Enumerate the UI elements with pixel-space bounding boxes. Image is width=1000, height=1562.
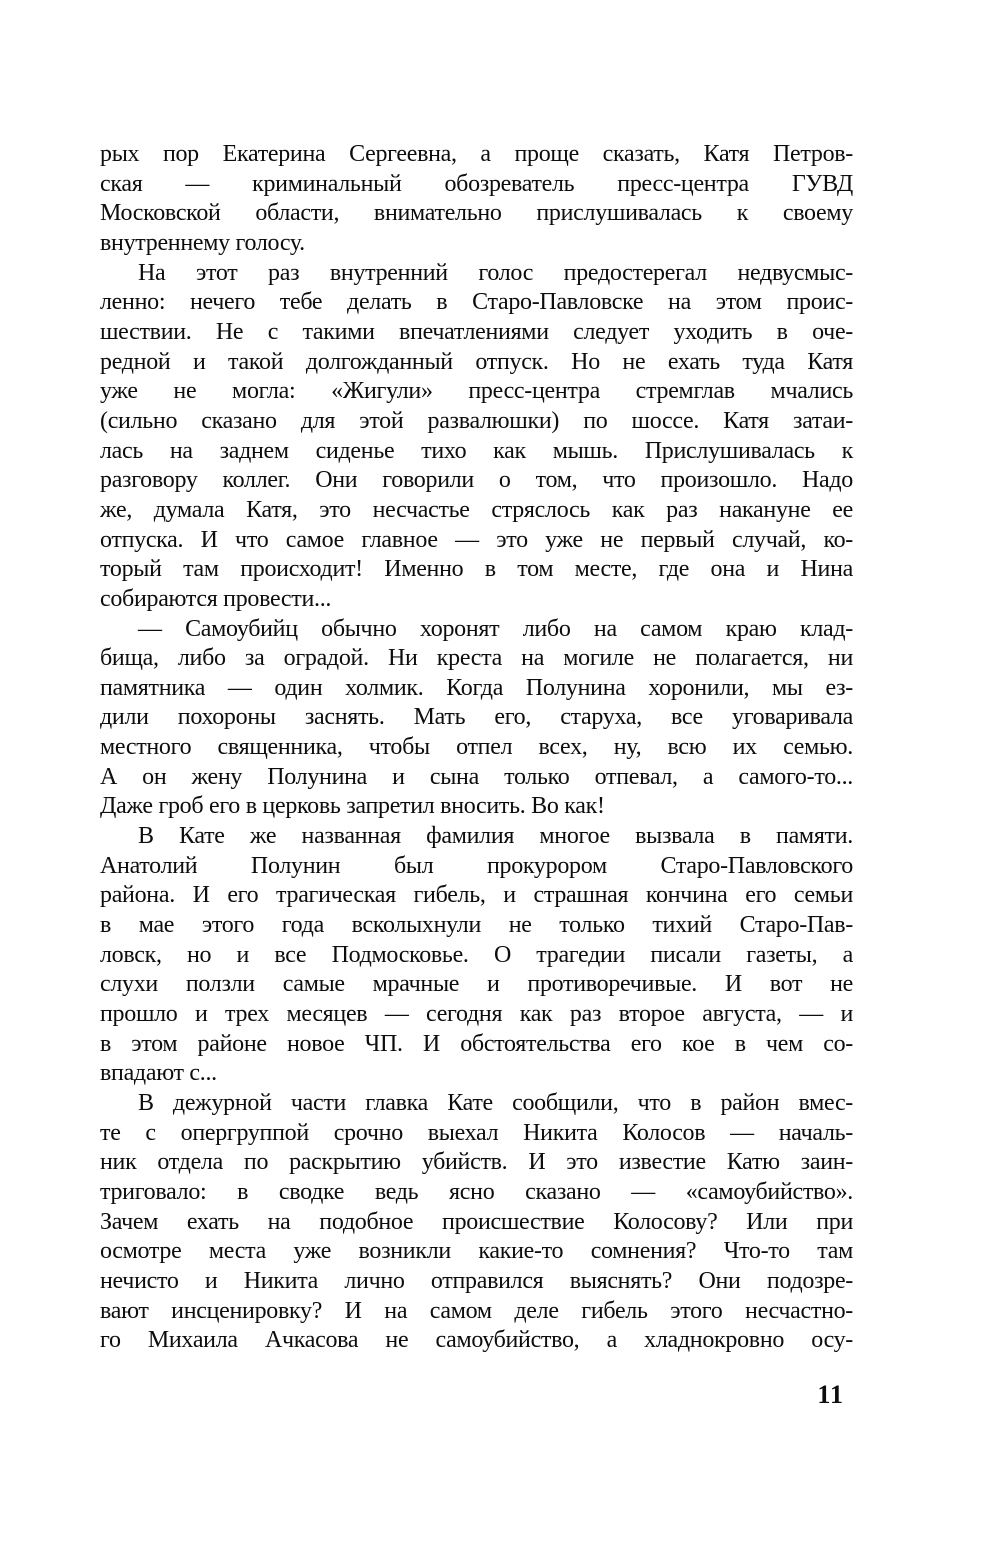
text-line: же, думала Катя, это несчастье стряслось как раз накануне ее [100,496,853,523]
text-line: ник отдела по раскрытию убийств. И это известие Катю заин- [100,1149,853,1176]
text-line: слухи ползли самые мрачные и противоречивые. И вот не [100,971,853,998]
text-line: На этот раз внутренний голос предостерегал недвусмыс- [138,259,853,286]
text-line: памятника — один холмик. Когда Полунина хоронили, мы ез- [100,674,853,701]
text-line: осмотре места уже возникли какие-то сомнения? Что-то там [100,1238,853,1265]
text-line: уже не могла: «Жигули» пресс-центра стремглав мчались [100,378,853,405]
text-line: прошло и трех месяцев — сегодня как раз второе августа, — и [100,1001,853,1028]
text-line: внутреннему голосу. [100,229,305,256]
text-line: Даже гроб его в церковь запретил вносить. Во как! [100,793,605,820]
text-line: рых пор Екатерина Сергеевна, а проще сказать, Катя Петров- [100,141,853,167]
text-line: (сильно сказано для этой развалюшки) по шоссе. Катя затаи- [100,407,853,434]
text-line: отпуска. И что самое главное — это уже не первый случай, ко- [100,526,853,553]
text-line: Зачем ехать на подобное происшествие Колосову? Или при [100,1208,853,1235]
text-line: Анатолий Полунин был прокурором Старо-Павловского [100,852,853,879]
text-line: ловск, но и все Подмосковье. О трагедии писали газеты, а [100,941,853,968]
text-line: В дежурной части главка Кате сообщили, что в район вмес- [138,1090,853,1116]
text-line: бища, либо за оградой. Ни креста на могиле не полагается, ни [100,645,853,672]
text-line: местного священника, чтобы отпел всех, ну, всю их семью. [100,734,853,761]
text-line: шествии. Не с такими впечатлениями следует уходить в оче- [100,318,853,345]
text-line: те с опергруппой срочно выехал Никита Колосов — началь- [100,1119,853,1146]
text-line: В Кате же названная фамилия многое вызвала в памяти. [138,823,853,850]
text-line: редной и такой долгожданный отпуск. Но не ехать туда Катя [100,348,853,375]
text-line: ская — криминальный обозреватель пресс-центра ГУВД [100,170,853,197]
page-number: 11 [817,1380,844,1409]
text-line: нечисто и Никита лично отправился выяснять? Они подозре- [100,1267,853,1294]
text-line: Московской области, внимательно прислушивалась к своему [100,200,853,227]
text-line: лась на заднем сиденье тихо как мышь. Прислушивалась к [100,437,853,464]
text-line: собираются провести... [100,585,332,612]
text-line: го Михаила Ачкасова не самоубийство, а хладнокровно осу- [100,1327,853,1354]
page-text [100,140,853,1356]
text-line: в этом районе новое ЧП. И обстоятельства его кое в чем со- [100,1030,853,1057]
text-line: торый там происходит! Именно в том месте, где она и Нина [100,556,853,583]
text-line: триговало: в сводке ведь ясно сказано — «самоубийство». [100,1178,853,1205]
text-line: района. И его трагическая гибель, и страшная кончина его семьи [100,882,853,909]
text-line: А он жену Полунина и сына только отпевал, а самого-то... [100,763,853,790]
text-line: вают инсценировку? И на самом деле гибель этого несчастно- [100,1297,853,1324]
text-line: впадают с... [100,1060,217,1087]
text-line: ленно: нечего тебе делать в Старо-Павловске на этом проис- [100,289,853,316]
text-line: разговору коллег. Они говорили о том, что произошло. Надо [100,467,853,494]
text-line: дили похороны заснять. Мать его, старуха, все уговаривала [100,704,853,731]
text-line: в мае этого года всколыхнули не только тихий Старо-Пав- [100,912,853,939]
text-line: — Самоубийц обычно хоронят либо на самом краю клад- [138,615,853,642]
